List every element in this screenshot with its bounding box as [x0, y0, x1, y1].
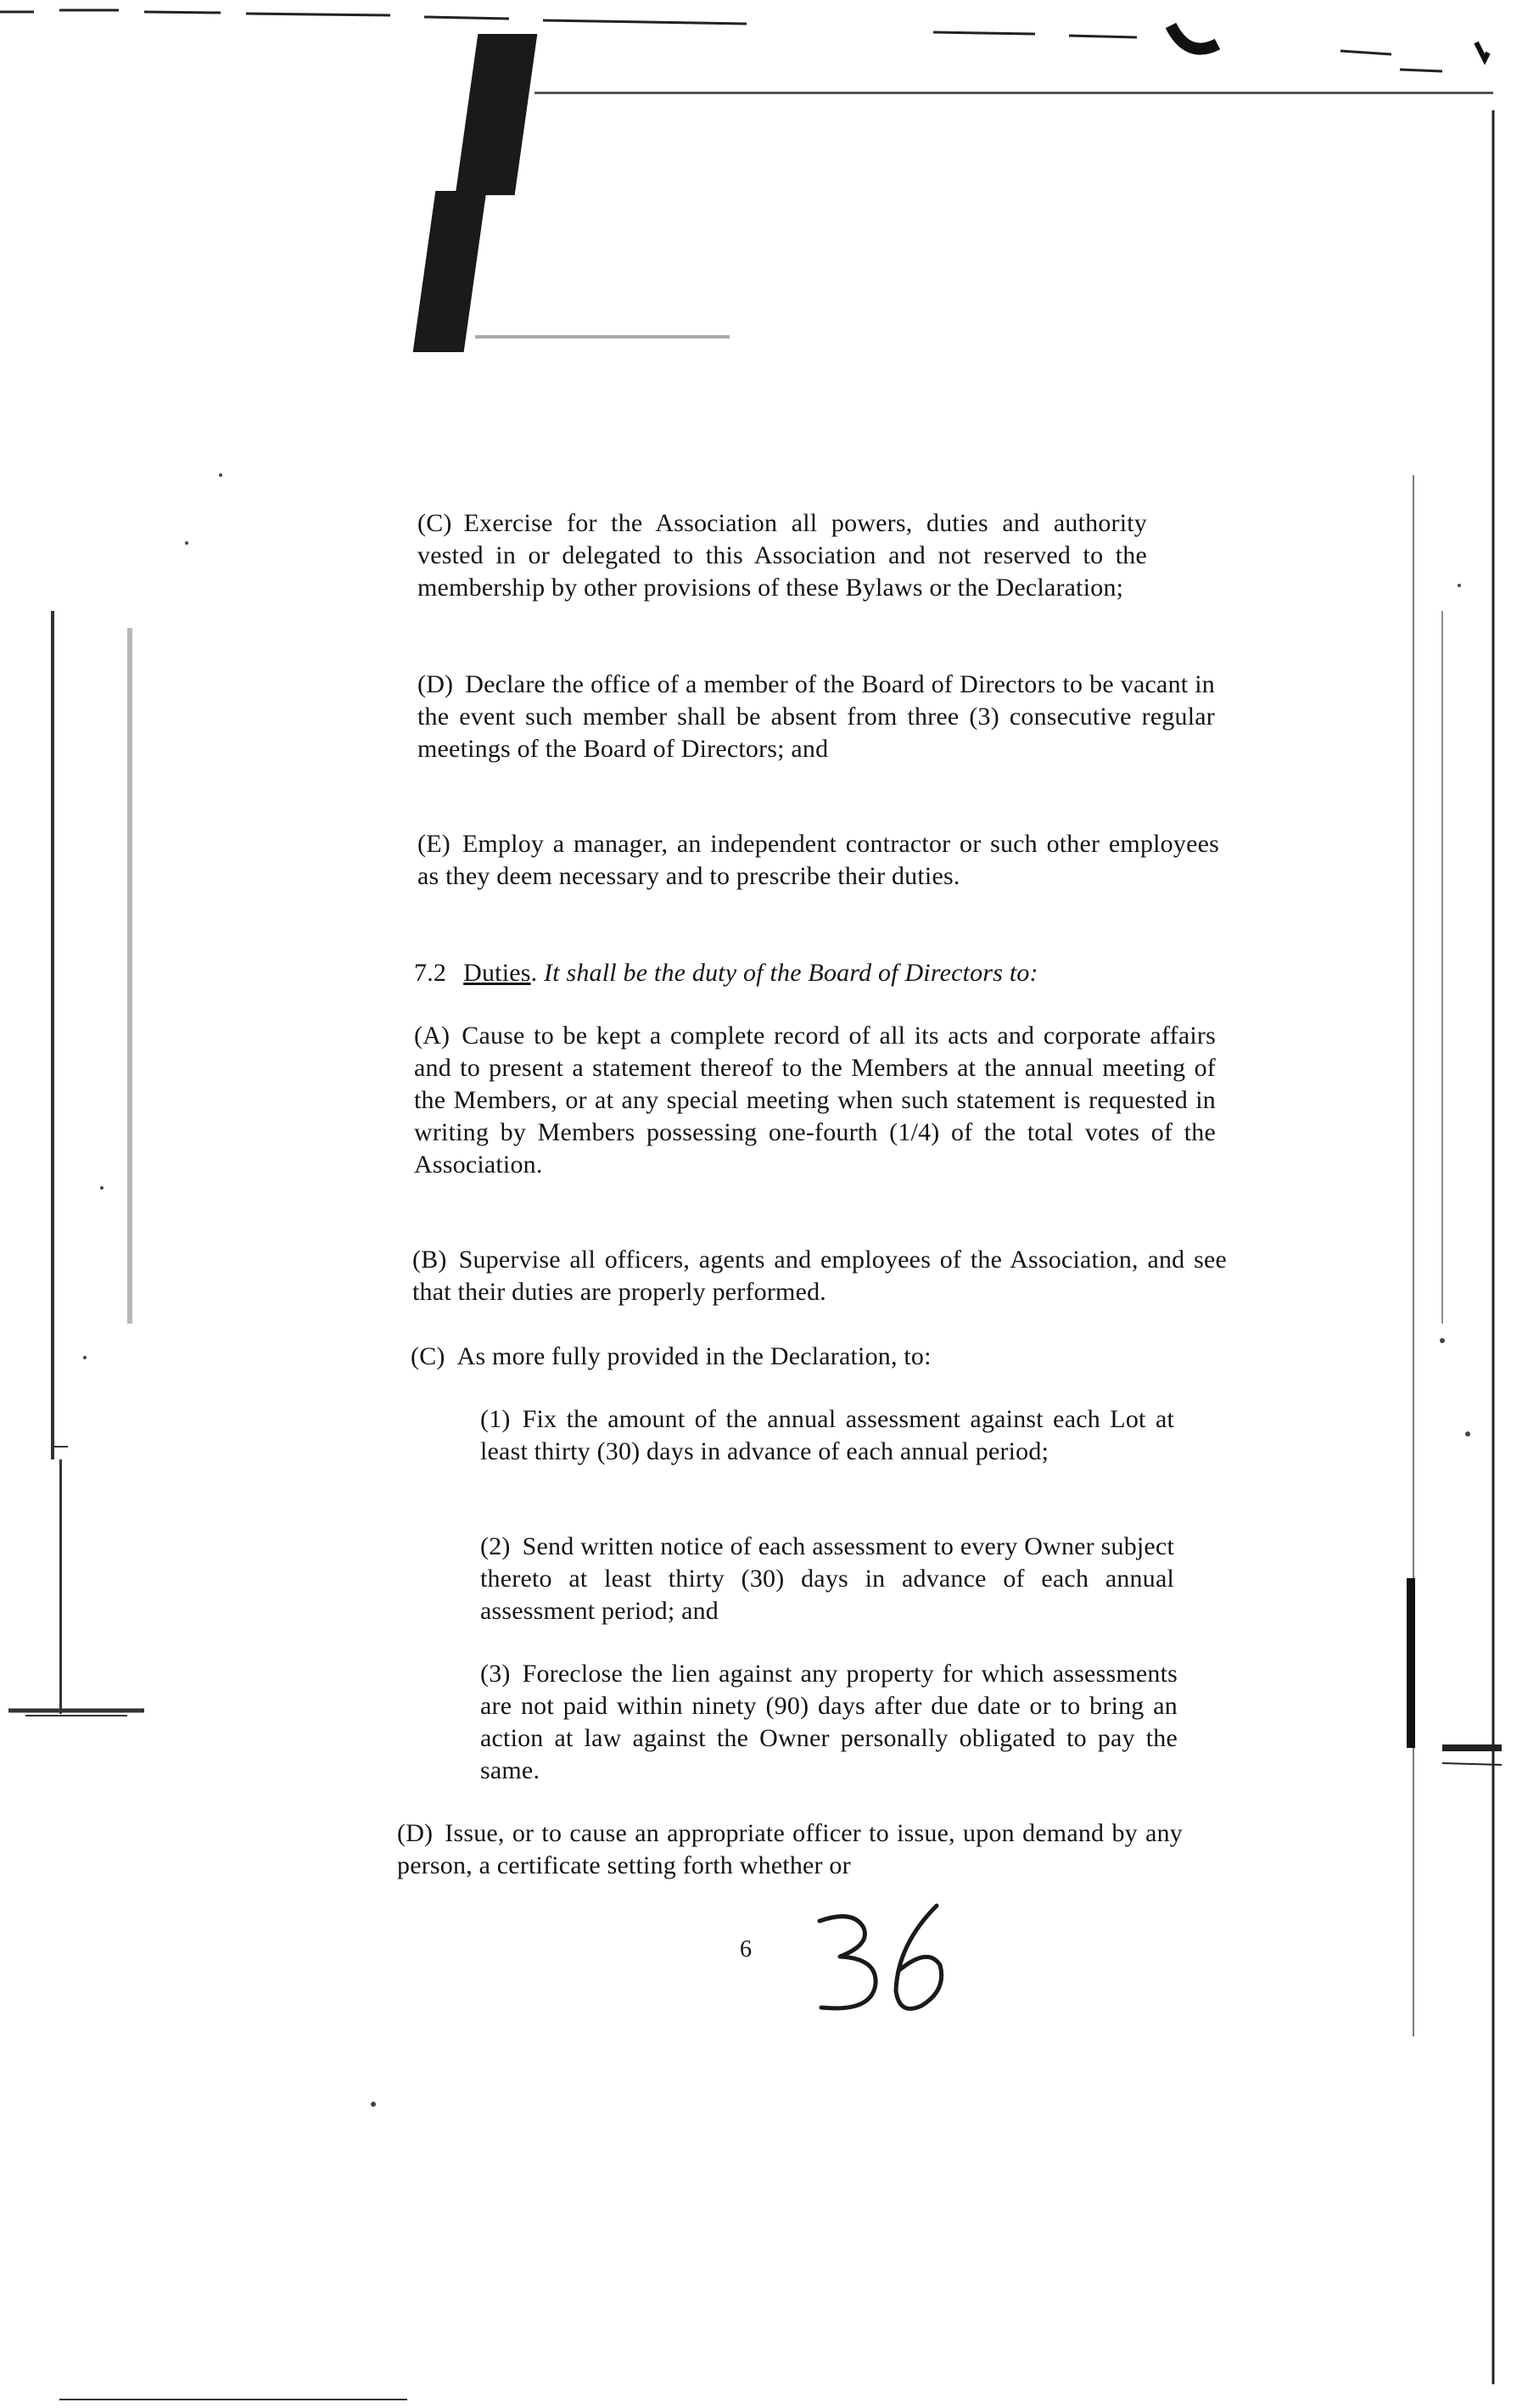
paragraph-label: (C): [417, 509, 452, 537]
paragraph-c: [417, 507, 1147, 604]
section-heading: [414, 957, 1245, 989]
subitem-label: (2): [480, 1532, 511, 1560]
duty-label: (B): [412, 1246, 447, 1274]
duty-label: (D): [397, 1819, 434, 1847]
subitem-label: (3): [480, 1660, 511, 1688]
subitem-3: [480, 1658, 1178, 1787]
duty-a: [414, 1020, 1216, 1181]
subitem-2: [480, 1531, 1174, 1627]
duty-label: (A): [414, 1022, 451, 1050]
paragraph-text: Exercise for the Association all powers, duties and authority vested in or delegated to this Association and not reserved to the membership by other provisions of these Bylaws or the Declaration;: [417, 509, 1147, 602]
subitem-text: Foreclose the lien against any property for which assessments are not paid within ninety (90) days after due date or to bring an action at law against the Owner personally obligated to pay the same.: [480, 1660, 1178, 1784]
section-intro: It shall be the duty of the Board of Directors to:: [544, 959, 1038, 987]
subitem-label: (1): [480, 1405, 511, 1433]
duty-b: [412, 1244, 1227, 1308]
page-number: 6: [740, 1936, 752, 1963]
subitem-text: Fix the amount of the annual assessment against each Lot at least thirty (30) days in advance of each annual period;: [480, 1405, 1174, 1465]
paragraph-d: [417, 669, 1215, 765]
subitem-1: [480, 1403, 1174, 1468]
duty-label: (C): [411, 1342, 445, 1370]
section-title: Duties: [463, 959, 531, 987]
duty-c: [411, 1341, 1225, 1373]
duty-text: As more fully provided in the Declaration, to:: [456, 1342, 932, 1370]
subitem-text: Send written notice of each assessment to every Owner subject thereto at least thirty (30) days in advance of each annual assessment period; and: [480, 1532, 1174, 1625]
paragraph-e: [417, 828, 1219, 893]
paragraph-text: Employ a manager, an independent contractor or such other employees as they deem necessary and to prescribe their duties.: [417, 830, 1219, 890]
handwritten-page-mark: [801, 1902, 971, 2021]
paragraph-label: (E): [417, 830, 451, 858]
duty-text: Cause to be kept a complete record of all its acts and corporate affairs and to present a statement thereof to the Members at the annual meeting of the Members, or at any special meeting when such statement is requested in writing by Members possessing one-fourth (1/4) of the total votes of the Association.: [414, 1022, 1216, 1179]
duty-text: Supervise all officers, agents and employees of the Association, and see that their duties are properly performed.: [412, 1246, 1227, 1306]
section-number: 7.2: [414, 959, 447, 987]
paragraph-text: Declare the office of a member of the Board of Directors to be vacant in the event such member shall be absent from three (3) consecutive regular meetings of the Board of Directors; and: [417, 670, 1215, 763]
duty-text: Issue, or to cause an appropriate officer to issue, upon demand by any person, a certificate setting forth whether or: [397, 1819, 1183, 1879]
paragraph-label: (D): [417, 670, 454, 698]
section-title-period: .: [530, 959, 545, 987]
duty-d: [397, 1817, 1183, 1882]
